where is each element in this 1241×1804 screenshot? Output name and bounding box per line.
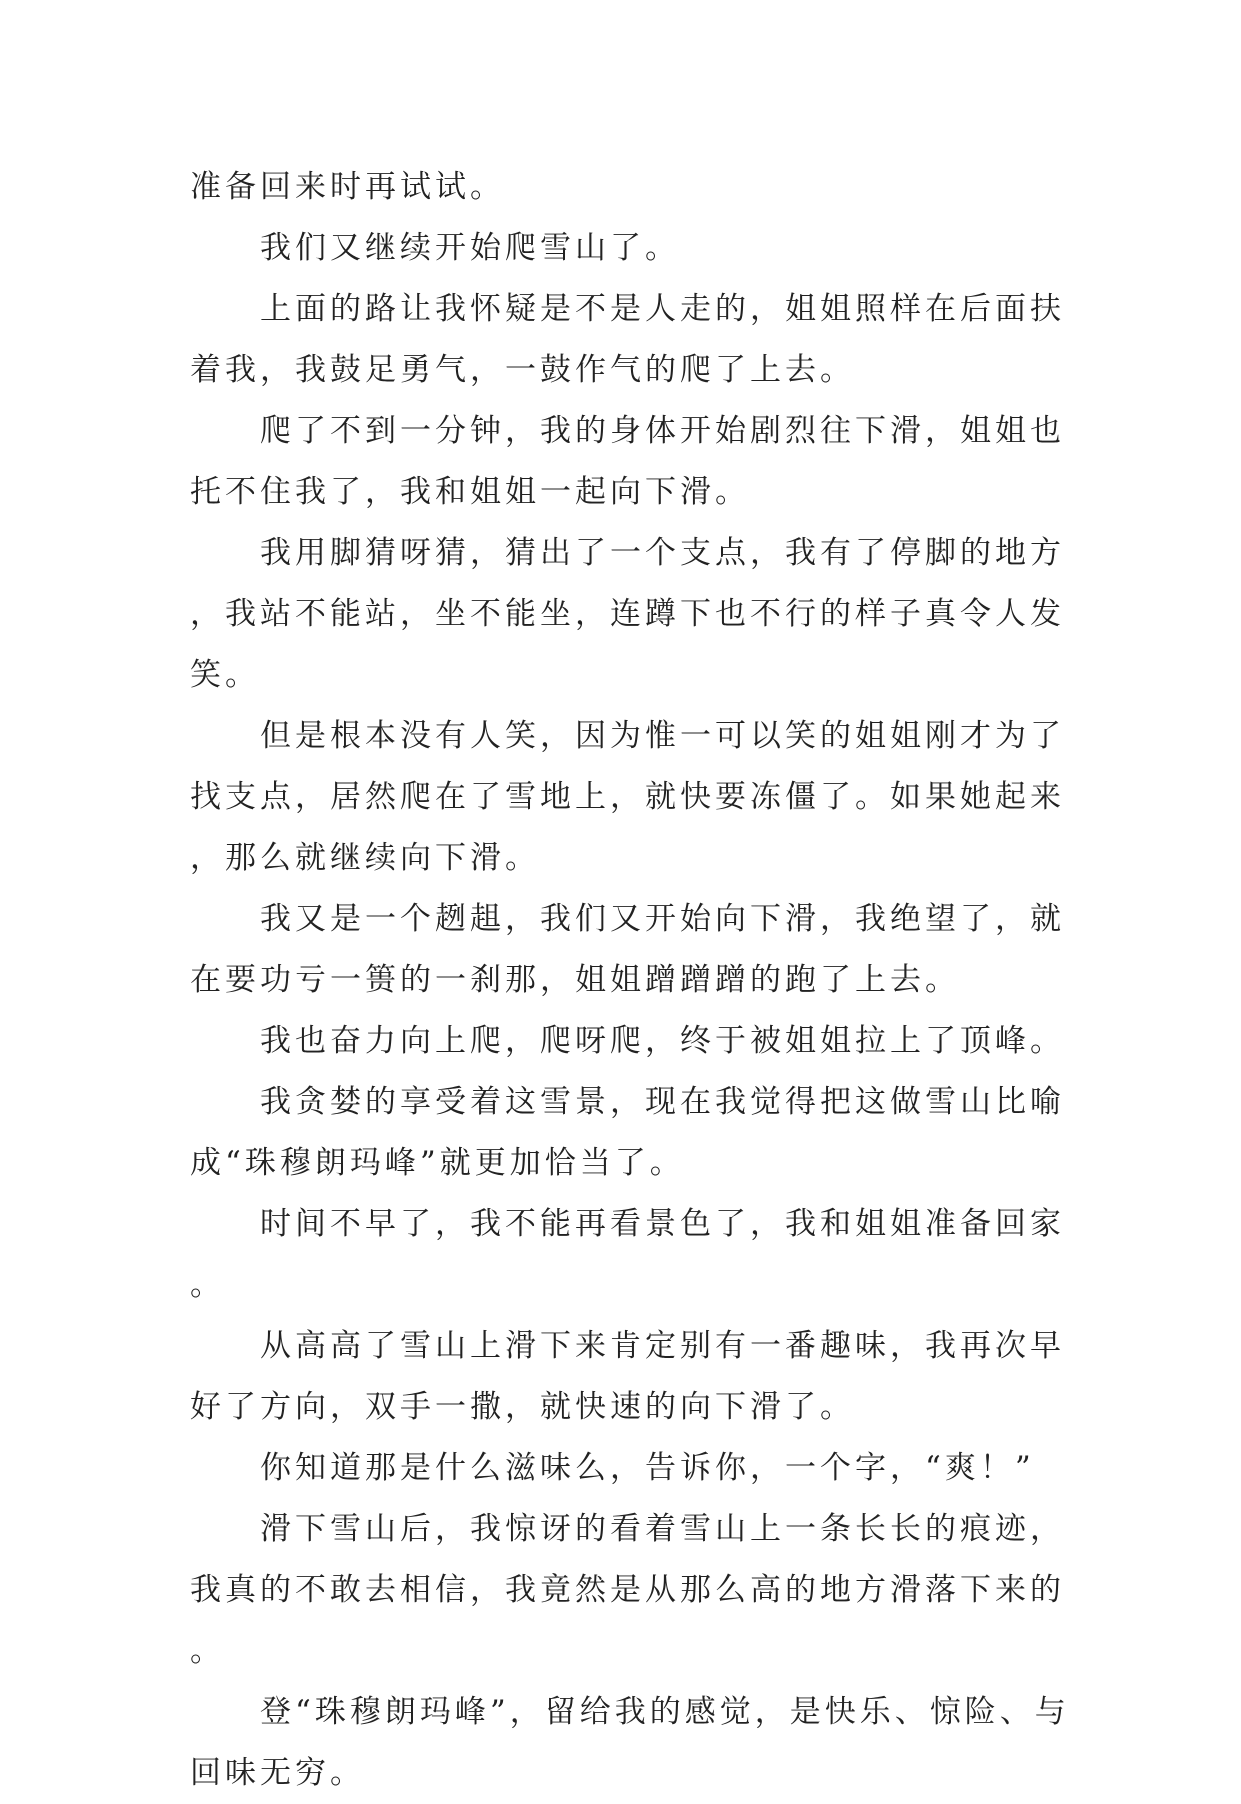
paragraph-10: 时间不早了，我不能再看景色了，我和姐姐准备回家。 [190,1206,1065,1303]
paragraph-14: 登“珠穆朗玛峰”，留给我的感觉，是快乐、惊险、与回味无穷。 [190,1694,1070,1791]
paragraph-2: 我们又继续开始爬雪山了。 [260,230,680,266]
paragraph-9: 我贪婪的享受着这雪景，现在我觉得把这做雪山比喻成“珠穆朗玛峰”就更加恰当了。 [190,1084,1065,1181]
paragraph-7: 我又是一个趔趄，我们又开始向下滑，我绝望了，就在要功亏一篑的一刹那，姐姐蹭蹭蹭的跑了上去。 [190,901,1065,998]
paragraph-5: 我用脚猜呀猜，猜出了一个支点，我有了停脚的地方，我站不能站，坐不能坐，连蹲下也不行的样子真令人发笑。 [190,535,1065,693]
article-body [190,157,1070,1804]
paragraph-11: 从高高了雪山上滑下来肯定别有一番趣味，我再次早好了方向，双手一撒，就快速的向下滑了。 [190,1328,1065,1425]
paragraph-13: 滑下雪山后，我惊讶的看着雪山上一条长长的痕迹，我真的不敢去相信，我竟然是从那么高的地方滑落下来的。 [190,1511,1065,1669]
paragraph-8: 我也奋力向上爬，爬呀爬，终于被姐姐拉上了顶峰。 [260,1023,1065,1059]
paragraph-1: 准备回来时再试试。 [190,169,505,205]
paragraph-3: 上面的路让我怀疑是不是人走的，姐姐照样在后面扶着我，我鼓足勇气，一鼓作气的爬了上去。 [190,291,1065,388]
paragraph-6: 但是根本没有人笑，因为惟一可以笑的姐姐刚才为了找支点，居然爬在了雪地上，就快要冻僵了。如果她起来，那么就继续向下滑。 [190,718,1065,876]
paragraph-4: 爬了不到一分钟，我的身体开始剧烈往下滑，姐姐也托不住我了，我和姐姐一起向下滑。 [190,413,1065,510]
paragraph-12: 你知道那是什么滋味么，告诉你，一个字，“爽！” [260,1450,1035,1486]
